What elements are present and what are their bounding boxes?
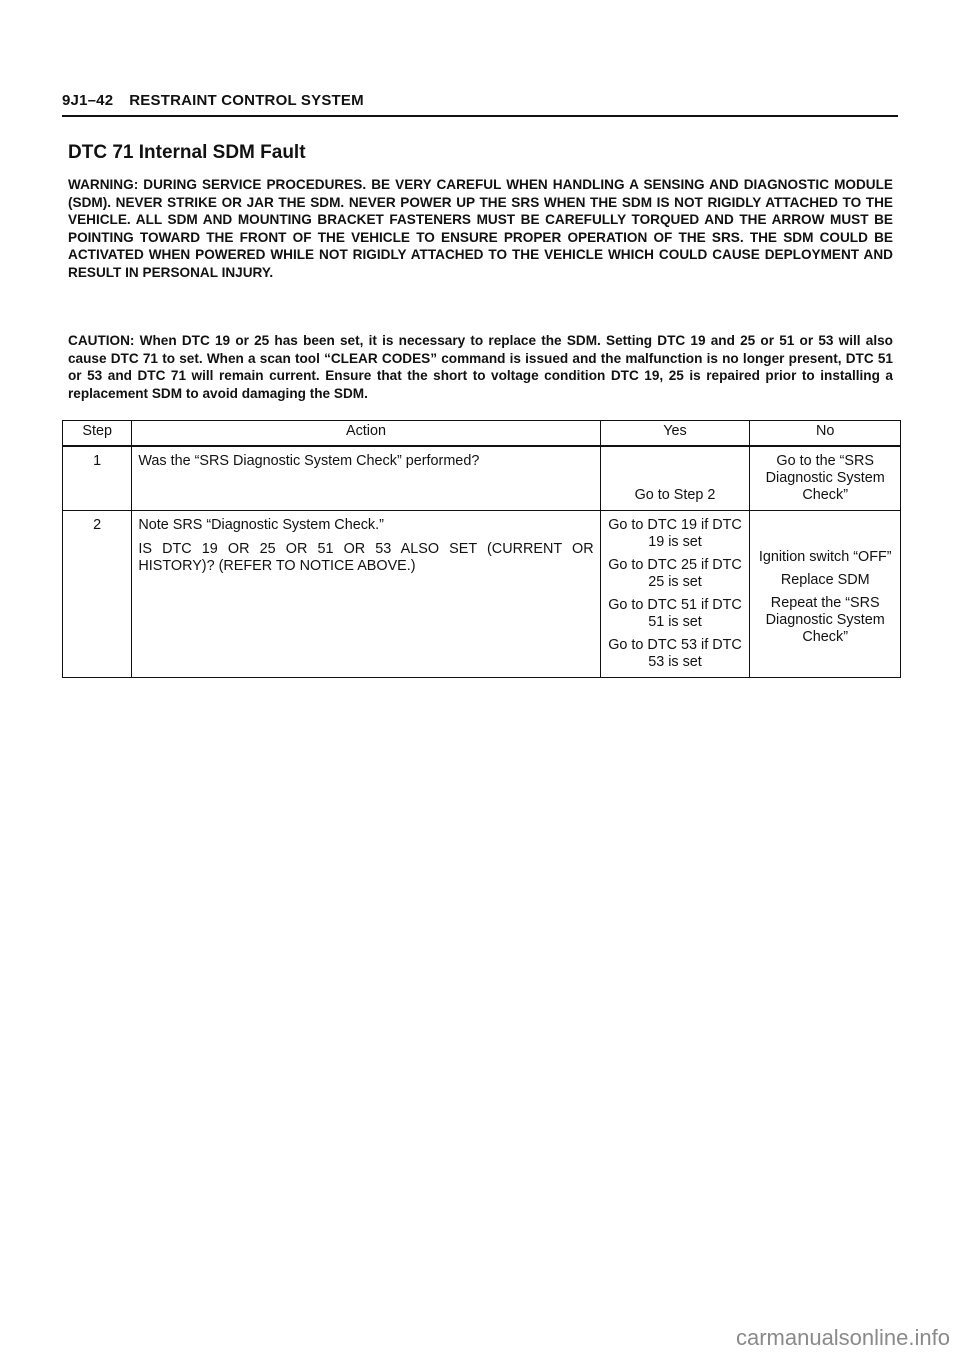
step-number: 1 xyxy=(63,446,132,511)
header-no: No xyxy=(750,421,901,447)
watermark: carmanualsonline.info xyxy=(735,1325,950,1350)
yes-cell xyxy=(600,446,750,511)
action-text: Note SRS “Diagnostic System Check.” xyxy=(138,517,384,533)
action-cell xyxy=(132,511,600,678)
yes-text: Go to Step 2 xyxy=(634,487,716,503)
section-title: RESTRAINT CONTROL SYSTEM xyxy=(129,92,364,109)
header-action: Action xyxy=(132,421,600,447)
warning-text: WARNING: DURING SERVICE PROCEDURES. BE VERY CAREFUL WHEN HANDLING A SENSING AND DIAGNOSTIC MODULE (SDM). NEVER STRIKE OR JAR THE SDM. NEVER POWER UP THE SRS WHEN THE SDM IS NOT RIGIDLY ATTACHED TO THE VEHICLE. ALL SDM AND MOUNTING BRACKET FASTENERS MUST BE CAREFULLY TORQUED AND THE ARROW MUST BE POINTING TOWARD THE FRONT OF THE VEHICLE TO ENSURE PROPER OPERATION OF THE SRS. THE SDM COULD BE ACTIVATED WHEN POWERED WHILE NOT RIGIDLY ATTACHED TO THE VEHICLE WHICH COULD CAUSE DEPLOYMENT AND RESULT IN PERSONAL INJURY. xyxy=(68,177,893,280)
header-divider xyxy=(62,115,898,117)
yes-text: Go to DTC 53 if DTC 53 is set xyxy=(608,637,742,670)
table-row xyxy=(63,446,901,511)
header-yes: Yes xyxy=(600,421,750,447)
no-text: Ignition switch “OFF” xyxy=(758,549,892,565)
no-cell xyxy=(750,511,901,678)
action-text: IS DTC 19 OR 25 OR 51 OR 53 ALSO SET (CURRENT OR HISTORY)? (REFER TO NOTICE ABOVE.) xyxy=(138,541,594,574)
no-text: Go to the “SRS Diagnostic System Check” xyxy=(765,453,885,503)
page-title: DTC 71 Internal SDM Fault xyxy=(68,142,306,163)
diagnostic-table xyxy=(62,420,901,678)
yes-text: Go to DTC 25 if DTC 25 is set xyxy=(608,557,742,590)
table-row xyxy=(63,511,901,678)
no-cell xyxy=(750,446,901,511)
no-text: Replace SDM xyxy=(780,572,870,588)
page-header xyxy=(62,92,898,109)
caution-text: CAUTION: When DTC 19 or 25 has been set, it is necessary to replace the SDM. Setting DTC 19 and 25 or 51 or 53 will also cause DTC 71 to set. When a scan tool “CLEAR CODES” command is issued and the malfunction is no longer present, DTC 51 or 53 and DTC 71 will remain current. Ensure that the short to voltage condition DTC 19, 25 is repaired prior to installing a replacement SDM to avoid damaging the SDM. xyxy=(68,333,893,401)
yes-text: Go to DTC 19 if DTC 19 is set xyxy=(608,517,742,550)
no-text: Repeat the “SRS Diagnostic System Check” xyxy=(765,595,885,645)
table-header-row xyxy=(63,421,901,447)
yes-text: Go to DTC 51 if DTC 51 is set xyxy=(608,597,742,630)
action-text: Was the “SRS Diagnostic System Check” performed? xyxy=(138,453,480,469)
step-number: 2 xyxy=(63,511,132,678)
header-step: Step xyxy=(63,421,132,447)
yes-cell xyxy=(600,511,750,678)
page-number: 9J1–42 xyxy=(62,92,114,109)
action-cell xyxy=(132,446,600,511)
